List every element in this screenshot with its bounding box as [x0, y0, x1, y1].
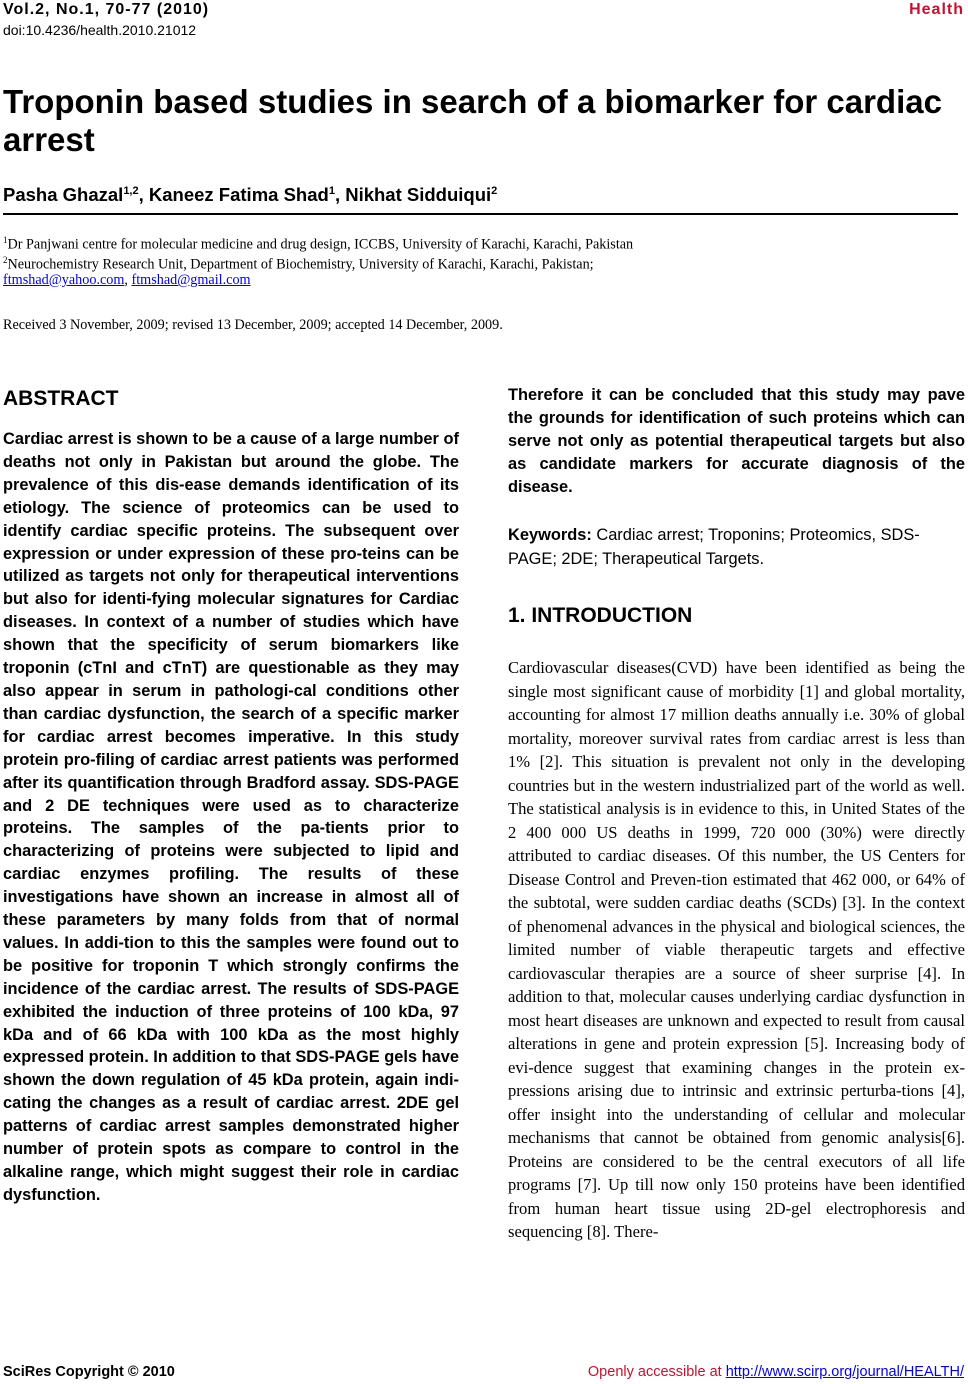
affiliation-text: Dr Panjwani centre for molecular medicine and drug design, ICCBS, University of Karachi, Karachi, Pakistan — [7, 236, 634, 253]
header-divider — [3, 213, 958, 215]
author-name: Nikhat Sidduiqui — [345, 184, 492, 205]
author-name: Pasha Ghazal — [3, 184, 124, 205]
affiliation — [3, 251, 594, 274]
open-access-label: Openly accessible at — [587, 1364, 726, 1380]
author-affiliation-mark: 1 — [328, 184, 335, 197]
abstract-heading: ABSTRACT — [3, 387, 119, 410]
open-access-notice — [588, 1364, 964, 1380]
doi: doi:10.4236/health.2010.21012 — [3, 22, 197, 38]
affiliation-mark: 2 — [3, 255, 8, 265]
author-name: Kaneez Fatima Shad — [148, 184, 329, 205]
email-separator: , — [124, 272, 132, 288]
email-link[interactable]: ftmshad@gmail.com — [131, 272, 251, 288]
journal-name: Health — [909, 1, 964, 18]
keywords-text: Cardiac arrest; Troponins; Proteomics, SDS-PAGE; 2DE; Therapeutical Targets. — [508, 526, 920, 568]
abstract-text: Cardiac arrest is shown to be a cause of a large number of deaths not only in Pakistan but around the globe. The prevalence of this dis-ease demands identification of its etiology. The science of proteomics can be used to identify cardiac specific proteins. The subsequent over expression or under expression of these pro-teins can be utilized as targets not only for therapeutical interventions but also for identi-fying molecular signatures for Cardiac diseases. In context of a number of studies which have shown that the specificity of serum biomarkers like troponin (cTnI and cTnT) are questionable as they may also appear in serum in pathologi-cal conditions other than cardiac dysfunction, the search of a specific marker for cardiac arrest becomes imperative. In this study protein pro-filing of cardiac arrest patients was performed after its quantification through Bradford assay. SDS-PAGE and 2 DE techniques were used as to characterize proteins. The samples of the pa-tients prior to characterizing of proteins were subjected to lipid and cardiac enzymes profiling. The results of these investigations have shown an increase in almost all of these parameters by many folds from that of normal values. In addi-tion to this the samples were found out to be positive for troponin T which strongly confirms the incidence of the cardiac arrest. The results of SDS-PAGE exhibited the induction of three proteins of 100 kDa, 97 kDa and of 66 kDa with 100 kDa as the most highly expressed protein. In addition to that SDS-PAGE gels have shown the down regulation of 45 kDa protein, again indi-cating the changes as a result of cardiac arrest. 2DE gel patterns of cardiac arrest samples demonstrated higher number of protein spots as compare to control in the alkaline range, which might suggest their role in cardiac dysfunction. — [3, 430, 459, 1204]
affiliation-mark: 1 — [3, 235, 8, 245]
affiliation-text: Neurochemistry Research Unit, Department of Biochemistry, University of Karachi, Karachi, Pakistan; — [7, 256, 594, 273]
journal-url-link[interactable]: http://www.scirp.org/journal/HEALTH/ — [725, 1364, 964, 1380]
author-separator: , — [138, 184, 149, 205]
received-dates: Received 3 November, 2009; revised 13 December, 2009; accepted 14 December, 2009. — [3, 317, 503, 333]
introduction-heading: 1. INTRODUCTION — [508, 604, 693, 627]
copyright-notice: SciRes Copyright © 2010 — [3, 1364, 175, 1380]
volume-info: Vol.2, No.1, 70-77 (2010) — [3, 1, 210, 18]
introduction-text: Cardiovascular diseases(CVD) have been identified as being the single most significant cause of morbidity [1] and global mortality, accounting for almost 17 million deaths annually i.e. 30% of global mortality, moreover survival rates from cardiac arrest is less than 1% [2]. This situation is prevalent not only in the developing countries but in the western industrialized part of the world as well. The statistical analysis is in evidence to this, in United States of the 2 400 000 US deaths in 1999, 720 000 (30%) were directly attributed to cardiac diseases. Of this number, the US Centers for Disease Control and Preven-tion estimated that 462 000, or 64% of the subtotal, were sudden cardiac deaths (SCDs) [3]. In the context of phenomenal advances in the physical and biological sciences, the limited number of viable therapeutic targets and effective cardiovascular therapies are a source of sheer surprise [4]. In addition to that, molecular causes underlying cardiac dysfunction in most heart diseases are unknown and expected to result from causal alterations in gene and protein expression [5]. Increasing body of evi-dence suggest that examining changes in the protein ex-pressions arising due to intrinsic and extrinsic perturba-tions [4], offer insight into the understanding of cellular and molecular mechanisms that cannot be obtained from genomic analysis[6]. Proteins are considered to be the central executors of all life programs [7]. Up till now only 150 proteins have been identified from human heart tissue using 2D-gel electrophoresis and sequencing [8]. There- — [508, 658, 965, 1241]
author-affiliation-mark: 2 — [491, 184, 498, 197]
article-title: Troponin based studies in search of a biomarker for cardiac arrest — [3, 83, 942, 158]
abstract-continuation: Therefore it can be concluded that this study may pave the grounds for identification of such proteins which can serve not only as potential therapeutical targets but also as candidate markers for accurate diagnosis of the disease. — [508, 386, 965, 496]
contact-emails — [3, 272, 251, 289]
author-affiliation-mark: 1,2 — [123, 184, 139, 197]
author-separator: , — [334, 184, 346, 205]
author-list — [3, 184, 497, 206]
keywords-label: Keywords: — [508, 526, 592, 544]
email-link[interactable]: ftmshad@yahoo.com — [3, 272, 125, 288]
keywords — [508, 523, 965, 571]
